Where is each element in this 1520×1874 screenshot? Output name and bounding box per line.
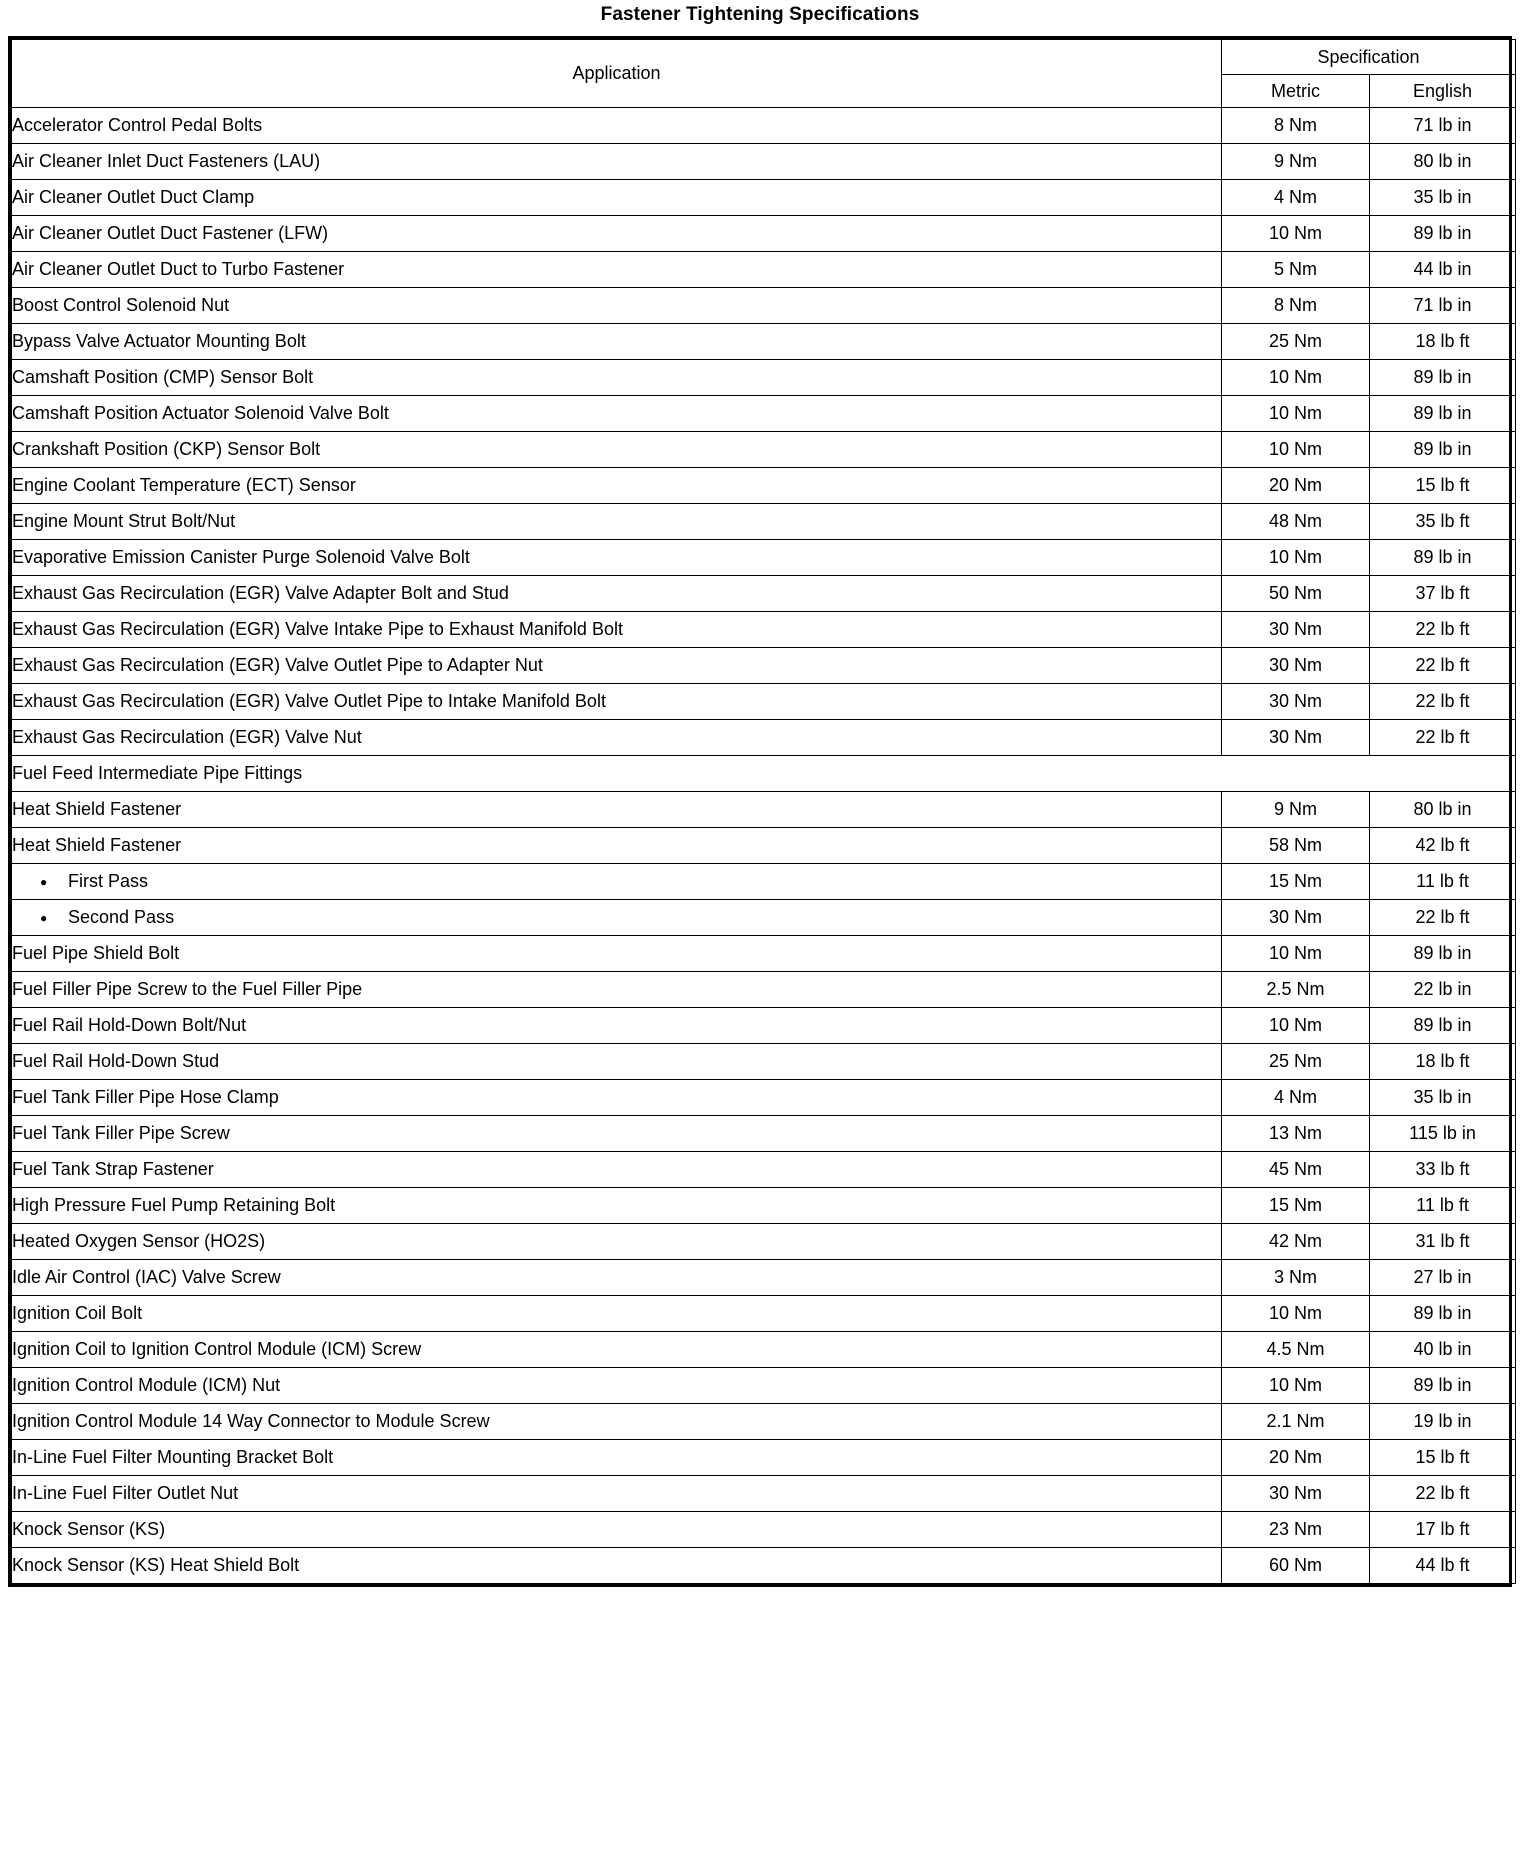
english-value-cell: 18 lb ft [1370,324,1516,360]
metric-value-cell: 10 Nm [1222,360,1370,396]
table-row [12,504,1516,540]
metric-value-cell: 30 Nm [1222,612,1370,648]
metric-value-cell: 4.5 Nm [1222,1332,1370,1368]
application-cell: In-Line Fuel Filter Outlet Nut [12,1476,1222,1512]
table-row [12,1368,1516,1404]
metric-value-cell: 9 Nm [1222,144,1370,180]
application-cell-bulleted: ● Second Pass [12,900,1222,936]
application-cell: Fuel Tank Filler Pipe Screw [12,1116,1222,1152]
table-row [12,648,1516,684]
english-value-cell: 35 lb in [1370,180,1516,216]
table-row [12,1116,1516,1152]
english-value-cell: 22 lb ft [1370,648,1516,684]
english-value-cell: 115 lb in [1370,1116,1516,1152]
table-row [12,1008,1516,1044]
application-cell: Engine Coolant Temperature (ECT) Sensor [12,468,1222,504]
metric-value-cell: 30 Nm [1222,720,1370,756]
table-row [12,288,1516,324]
english-value-cell: 40 lb in [1370,1332,1516,1368]
table-row [12,1512,1516,1548]
application-cell: Heat Shield Fastener [12,828,1222,864]
metric-value-cell: 4 Nm [1222,180,1370,216]
table-row [12,1044,1516,1080]
application-cell: Fuel Rail Hold-Down Bolt/Nut [12,1008,1222,1044]
english-value-cell: 89 lb in [1370,540,1516,576]
metric-value-cell: 10 Nm [1222,936,1370,972]
table-row [12,756,1516,792]
metric-value-cell: 10 Nm [1222,216,1370,252]
metric-value-cell: 50 Nm [1222,576,1370,612]
application-cell: Ignition Coil to Ignition Control Module (ICM) Screw [12,1332,1222,1368]
metric-value-cell: 42 Nm [1222,1224,1370,1260]
spec-table-frame [8,36,1512,1587]
english-value-cell: 11 lb ft [1370,864,1516,900]
application-cell: Fuel Rail Hold-Down Stud [12,1044,1222,1080]
metric-value-cell: 60 Nm [1222,1548,1370,1584]
table-row [12,468,1516,504]
application-cell: Air Cleaner Inlet Duct Fasteners (LAU) [12,144,1222,180]
english-value-cell: 71 lb in [1370,288,1516,324]
english-value-cell: 89 lb in [1370,360,1516,396]
english-value-cell: 17 lb ft [1370,1512,1516,1548]
table-body [12,108,1516,1584]
metric-value-cell: 23 Nm [1222,1512,1370,1548]
application-cell: Exhaust Gas Recirculation (EGR) Valve Intake Pipe to Exhaust Manifold Bolt [12,612,1222,648]
table-row [12,792,1516,828]
metric-value-cell: 10 Nm [1222,1008,1370,1044]
metric-value-cell: 10 Nm [1222,1368,1370,1404]
application-cell: Accelerator Control Pedal Bolts [12,108,1222,144]
application-cell: Ignition Control Module 14 Way Connector to Module Screw [12,1404,1222,1440]
application-cell: Evaporative Emission Canister Purge Solenoid Valve Bolt [12,540,1222,576]
english-value-cell: 44 lb ft [1370,1548,1516,1584]
metric-value-cell: 2.5 Nm [1222,972,1370,1008]
english-value-cell: 18 lb ft [1370,1044,1516,1080]
metric-value-cell: 9 Nm [1222,792,1370,828]
table-row [12,864,1516,900]
application-cell: Idle Air Control (IAC) Valve Screw [12,1260,1222,1296]
fastener-spec-table [11,39,1516,1584]
table-row [12,1080,1516,1116]
metric-value-cell: 25 Nm [1222,1044,1370,1080]
column-header-metric: Metric [1222,75,1370,108]
application-cell: Boost Control Solenoid Nut [12,288,1222,324]
metric-value-cell: 58 Nm [1222,828,1370,864]
english-value-cell: 80 lb in [1370,144,1516,180]
table-row [12,684,1516,720]
table-header [12,40,1516,108]
application-cell: In-Line Fuel Filter Mounting Bracket Bolt [12,1440,1222,1476]
english-value-cell: 71 lb in [1370,108,1516,144]
application-cell: Fuel Filler Pipe Screw to the Fuel Filler Pipe [12,972,1222,1008]
application-cell: Heat Shield Fastener [12,792,1222,828]
english-value-cell: 19 lb in [1370,1404,1516,1440]
table-row [12,180,1516,216]
english-value-cell: 22 lb ft [1370,1476,1516,1512]
metric-value-cell: 30 Nm [1222,1476,1370,1512]
table-row [12,612,1516,648]
metric-value-cell: 30 Nm [1222,900,1370,936]
application-cell: High Pressure Fuel Pump Retaining Bolt [12,1188,1222,1224]
table-row [12,1332,1516,1368]
metric-value-cell: 30 Nm [1222,648,1370,684]
english-value-cell: 33 lb ft [1370,1152,1516,1188]
english-value-cell: 35 lb in [1370,1080,1516,1116]
application-cell: Air Cleaner Outlet Duct Clamp [12,180,1222,216]
application-cell: Camshaft Position (CMP) Sensor Bolt [12,360,1222,396]
metric-value-cell: 8 Nm [1222,288,1370,324]
table-row [12,216,1516,252]
metric-value-cell: 10 Nm [1222,396,1370,432]
english-value-cell: 22 lb ft [1370,684,1516,720]
table-row [12,396,1516,432]
application-cell: Exhaust Gas Recirculation (EGR) Valve Outlet Pipe to Adapter Nut [12,648,1222,684]
application-cell: Crankshaft Position (CKP) Sensor Bolt [12,432,1222,468]
application-cell: Fuel Tank Strap Fastener [12,1152,1222,1188]
english-value-cell: 89 lb in [1370,1008,1516,1044]
application-cell: Fuel Tank Filler Pipe Hose Clamp [12,1080,1222,1116]
metric-value-cell: 2.1 Nm [1222,1404,1370,1440]
english-value-cell: 27 lb in [1370,1260,1516,1296]
metric-value-cell: 15 Nm [1222,864,1370,900]
english-value-cell: 22 lb ft [1370,900,1516,936]
english-value-cell: 89 lb in [1370,216,1516,252]
table-row [12,108,1516,144]
table-row [12,828,1516,864]
application-cell: Bypass Valve Actuator Mounting Bolt [12,324,1222,360]
table-row [12,324,1516,360]
english-value-cell: 44 lb in [1370,252,1516,288]
english-value-cell: 22 lb ft [1370,720,1516,756]
metric-value-cell: 20 Nm [1222,468,1370,504]
table-row [12,936,1516,972]
application-cell-bulleted: ● First Pass [12,864,1222,900]
table-row [12,1476,1516,1512]
column-header-english: English [1370,75,1516,108]
english-value-cell: 89 lb in [1370,1296,1516,1332]
column-header-specification: Specification [1222,40,1516,75]
english-value-cell: 89 lb in [1370,1368,1516,1404]
table-row [12,540,1516,576]
english-value-cell: 89 lb in [1370,432,1516,468]
metric-value-cell: 4 Nm [1222,1080,1370,1116]
application-cell: Air Cleaner Outlet Duct to Turbo Fastener [12,252,1222,288]
table-row [12,972,1516,1008]
application-cell: Camshaft Position Actuator Solenoid Valve Bolt [12,396,1222,432]
table-row [12,1188,1516,1224]
metric-value-cell: 10 Nm [1222,1296,1370,1332]
application-cell: Ignition Coil Bolt [12,1296,1222,1332]
metric-value-cell: 20 Nm [1222,1440,1370,1476]
application-cell: Air Cleaner Outlet Duct Fastener (LFW) [12,216,1222,252]
english-value-cell: 31 lb ft [1370,1224,1516,1260]
table-row [12,144,1516,180]
table-row [12,1224,1516,1260]
application-cell: Engine Mount Strut Bolt/Nut [12,504,1222,540]
table-row [12,1260,1516,1296]
english-value-cell: 42 lb ft [1370,828,1516,864]
metric-value-cell: 30 Nm [1222,684,1370,720]
metric-value-cell: 45 Nm [1222,1152,1370,1188]
table-row [12,720,1516,756]
table-row [12,576,1516,612]
table-row [12,1548,1516,1584]
metric-value-cell: 15 Nm [1222,1188,1370,1224]
metric-value-cell: 48 Nm [1222,504,1370,540]
metric-value-cell: 10 Nm [1222,432,1370,468]
english-value-cell: 22 lb in [1370,972,1516,1008]
english-value-cell: 11 lb ft [1370,1188,1516,1224]
application-cell: Exhaust Gas Recirculation (EGR) Valve Outlet Pipe to Intake Manifold Bolt [12,684,1222,720]
metric-value-cell: 8 Nm [1222,108,1370,144]
group-heading-cell: Fuel Feed Intermediate Pipe Fittings [12,756,1516,792]
table-row [12,1296,1516,1332]
english-value-cell: 15 lb ft [1370,1440,1516,1476]
metric-value-cell: 25 Nm [1222,324,1370,360]
application-cell: Knock Sensor (KS) [12,1512,1222,1548]
table-row [12,252,1516,288]
metric-value-cell: 5 Nm [1222,252,1370,288]
english-value-cell: 80 lb in [1370,792,1516,828]
english-value-cell: 35 lb ft [1370,504,1516,540]
application-cell: Heated Oxygen Sensor (HO2S) [12,1224,1222,1260]
page-title: Fastener Tightening Specifications [600,4,920,25]
metric-value-cell: 3 Nm [1222,1260,1370,1296]
table-row [12,1404,1516,1440]
application-cell: Exhaust Gas Recirculation (EGR) Valve Nut [12,720,1222,756]
metric-value-cell: 13 Nm [1222,1116,1370,1152]
application-cell: Exhaust Gas Recirculation (EGR) Valve Adapter Bolt and Stud [12,576,1222,612]
table-row [12,1440,1516,1476]
metric-value-cell: 10 Nm [1222,540,1370,576]
table-row [12,432,1516,468]
table-row [12,900,1516,936]
table-row [12,360,1516,396]
application-cell: Fuel Pipe Shield Bolt [12,936,1222,972]
header-row-top [12,40,1516,75]
table-row [12,1152,1516,1188]
application-cell: Knock Sensor (KS) Heat Shield Bolt [12,1548,1222,1584]
column-header-application: Application [12,40,1222,108]
english-value-cell: 89 lb in [1370,396,1516,432]
english-value-cell: 37 lb ft [1370,576,1516,612]
english-value-cell: 89 lb in [1370,936,1516,972]
application-cell: Ignition Control Module (ICM) Nut [12,1368,1222,1404]
english-value-cell: 22 lb ft [1370,612,1516,648]
english-value-cell: 15 lb ft [1370,468,1516,504]
